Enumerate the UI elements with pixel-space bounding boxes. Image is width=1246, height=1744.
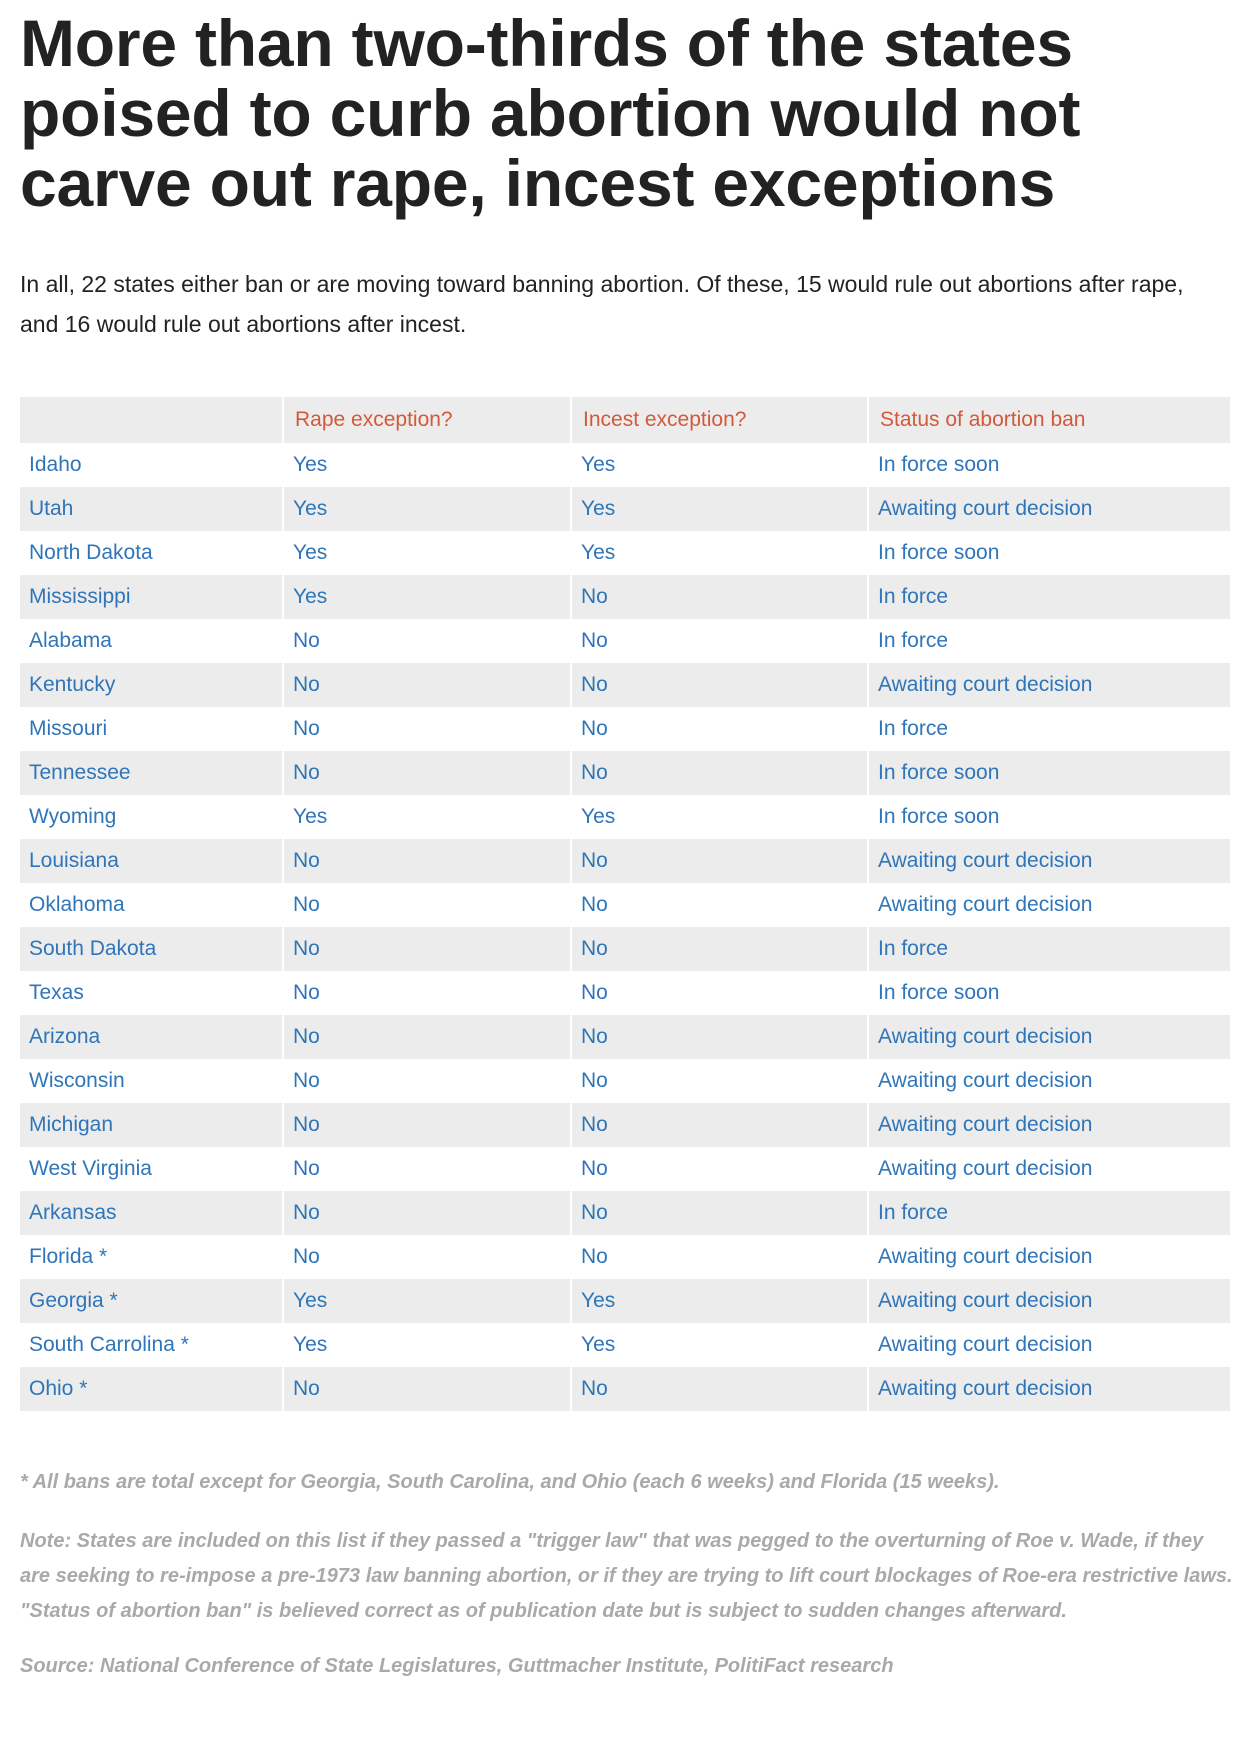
methodology-note: Note: States are included on this list if they passed a "trigger law" that was pegged to the overturning of Roe v. Wade, if they are seeking to re-impose a pre-1973 law banning abortion, or if they are trying to lift court blockages of Roe-era restrictive laws. "Status of abortion ban" is believed correct as of publication date but is subject to sudden changes afterward. [20, 1530, 1233, 1622]
table-row [20, 971, 1230, 1015]
table-body [20, 443, 1230, 1411]
cell-status: In force [868, 927, 1230, 971]
cell-state: Alabama [20, 619, 283, 663]
cell-rape-exception: No [283, 1235, 571, 1279]
table-row [20, 1147, 1230, 1191]
cell-status: In force soon [868, 795, 1230, 839]
cell-rape-exception: No [283, 883, 571, 927]
cell-rape-exception: No [283, 1015, 571, 1059]
header-status: Status of abortion ban [868, 397, 1230, 443]
cell-state: Wisconsin [20, 1059, 283, 1103]
cell-rape-exception: Yes [283, 795, 571, 839]
cell-incest-exception: No [571, 751, 868, 795]
cell-incest-exception: No [571, 1147, 868, 1191]
table-row [20, 927, 1230, 971]
cell-rape-exception: Yes [283, 531, 571, 575]
notes [20, 1465, 1235, 1684]
table-row [20, 707, 1230, 751]
cell-rape-exception: Yes [283, 1323, 571, 1367]
table-row [20, 443, 1230, 487]
cell-state: South Dakota [20, 927, 283, 971]
cell-state: Texas [20, 971, 283, 1015]
cell-rape-exception: Yes [283, 575, 571, 619]
cell-state: Utah [20, 487, 283, 531]
cell-incest-exception: No [571, 707, 868, 751]
footnote: * All bans are total except for Georgia, South Carolina, and Ohio (each 6 weeks) and Florida (15 weeks). [20, 1471, 1000, 1493]
table-row [20, 619, 1230, 663]
cell-state: Idaho [20, 443, 283, 487]
cell-status: Awaiting court decision [868, 883, 1230, 927]
cell-incest-exception: No [571, 839, 868, 883]
table-row [20, 663, 1230, 707]
cell-state: South Carrolina * [20, 1323, 283, 1367]
table-row [20, 751, 1230, 795]
header-row [20, 397, 1230, 443]
cell-state: North Dakota [20, 531, 283, 575]
cell-state: Ohio * [20, 1367, 283, 1411]
cell-status: Awaiting court decision [868, 1323, 1230, 1367]
cell-status: Awaiting court decision [868, 1015, 1230, 1059]
table-row [20, 1191, 1230, 1235]
cell-state: Michigan [20, 1103, 283, 1147]
header-incest-exception: Incest exception? [571, 397, 868, 443]
cell-state: Arizona [20, 1015, 283, 1059]
cell-state: Georgia * [20, 1279, 283, 1323]
table-row [20, 1235, 1230, 1279]
cell-state: Kentucky [20, 663, 283, 707]
cell-incest-exception: No [571, 575, 868, 619]
cell-status: In force [868, 707, 1230, 751]
cell-state: Florida * [20, 1235, 283, 1279]
cell-incest-exception: Yes [571, 1323, 868, 1367]
cell-state: West Virginia [20, 1147, 283, 1191]
cell-incest-exception: No [571, 1103, 868, 1147]
cell-rape-exception: Yes [283, 443, 571, 487]
cell-incest-exception: Yes [571, 531, 868, 575]
cell-status: Awaiting court decision [868, 1147, 1230, 1191]
cell-incest-exception: No [571, 1235, 868, 1279]
cell-rape-exception: No [283, 619, 571, 663]
header-state [20, 397, 283, 443]
table-row [20, 1323, 1230, 1367]
cell-rape-exception: No [283, 751, 571, 795]
cell-status: Awaiting court decision [868, 1235, 1230, 1279]
cell-status: In force soon [868, 971, 1230, 1015]
cell-status: Awaiting court decision [868, 839, 1230, 883]
cell-status: In force soon [868, 443, 1230, 487]
cell-rape-exception: No [283, 927, 571, 971]
table-row [20, 1015, 1230, 1059]
table-row [20, 1059, 1230, 1103]
cell-rape-exception: No [283, 1191, 571, 1235]
cell-incest-exception: Yes [571, 443, 868, 487]
cell-rape-exception: No [283, 1147, 571, 1191]
cell-state: Louisiana [20, 839, 283, 883]
cell-incest-exception: No [571, 663, 868, 707]
article [20, 0, 1233, 1677]
table-row [20, 1103, 1230, 1147]
table-row [20, 1279, 1230, 1323]
cell-status: In force soon [868, 751, 1230, 795]
cell-incest-exception: No [571, 619, 868, 663]
cell-incest-exception: Yes [571, 487, 868, 531]
cell-rape-exception: Yes [283, 487, 571, 531]
cell-state: Oklahoma [20, 883, 283, 927]
cell-rape-exception: No [283, 663, 571, 707]
table-row [20, 795, 1230, 839]
table-row [20, 575, 1230, 619]
cell-incest-exception: No [571, 971, 868, 1015]
cell-state: Tennessee [20, 751, 283, 795]
cell-rape-exception: No [283, 1059, 571, 1103]
cell-status: Awaiting court decision [868, 487, 1230, 531]
cell-status: Awaiting court decision [868, 1103, 1230, 1147]
subtitle: In all, 22 states either ban or are moving toward banning abortion. Of these, 15 would rule out abortions after rape, and 16 would rule out abortions after incest. [20, 271, 1184, 337]
source-line: Source: National Conference of State Legislatures, Guttmacher Institute, PolitiFact research [20, 1655, 894, 1677]
table-row [20, 487, 1230, 531]
cell-status: In force [868, 619, 1230, 663]
cell-status: In force [868, 575, 1230, 619]
cell-incest-exception: Yes [571, 1279, 868, 1323]
cell-state: Arkansas [20, 1191, 283, 1235]
cell-incest-exception: No [571, 1059, 868, 1103]
cell-incest-exception: No [571, 1367, 868, 1411]
cell-incest-exception: Yes [571, 795, 868, 839]
cell-rape-exception: No [283, 971, 571, 1015]
cell-state: Missouri [20, 707, 283, 751]
cell-incest-exception: No [571, 1015, 868, 1059]
cell-status: Awaiting court decision [868, 1279, 1230, 1323]
cell-incest-exception: No [571, 883, 868, 927]
cell-state: Wyoming [20, 795, 283, 839]
cell-status: In force soon [868, 531, 1230, 575]
page-title: More than two-thirds of the states poised to curb abortion would not carve out rape, incest exceptions [20, 6, 1081, 220]
cell-state: Mississippi [20, 575, 283, 619]
cell-rape-exception: No [283, 1367, 571, 1411]
table-row [20, 839, 1230, 883]
table-row [20, 883, 1230, 927]
table-header [20, 397, 1230, 443]
cell-status: Awaiting court decision [868, 1367, 1230, 1411]
cell-incest-exception: No [571, 927, 868, 971]
cell-status: Awaiting court decision [868, 1059, 1230, 1103]
cell-status: In force [868, 1191, 1230, 1235]
header-rape-exception: Rape exception? [283, 397, 571, 443]
table-row [20, 1367, 1230, 1411]
cell-incest-exception: No [571, 1191, 868, 1235]
table-row [20, 531, 1230, 575]
cell-rape-exception: No [283, 1103, 571, 1147]
cell-status: Awaiting court decision [868, 663, 1230, 707]
cell-rape-exception: No [283, 707, 571, 751]
states-table [20, 397, 1230, 1411]
cell-rape-exception: Yes [283, 1279, 571, 1323]
cell-rape-exception: No [283, 839, 571, 883]
